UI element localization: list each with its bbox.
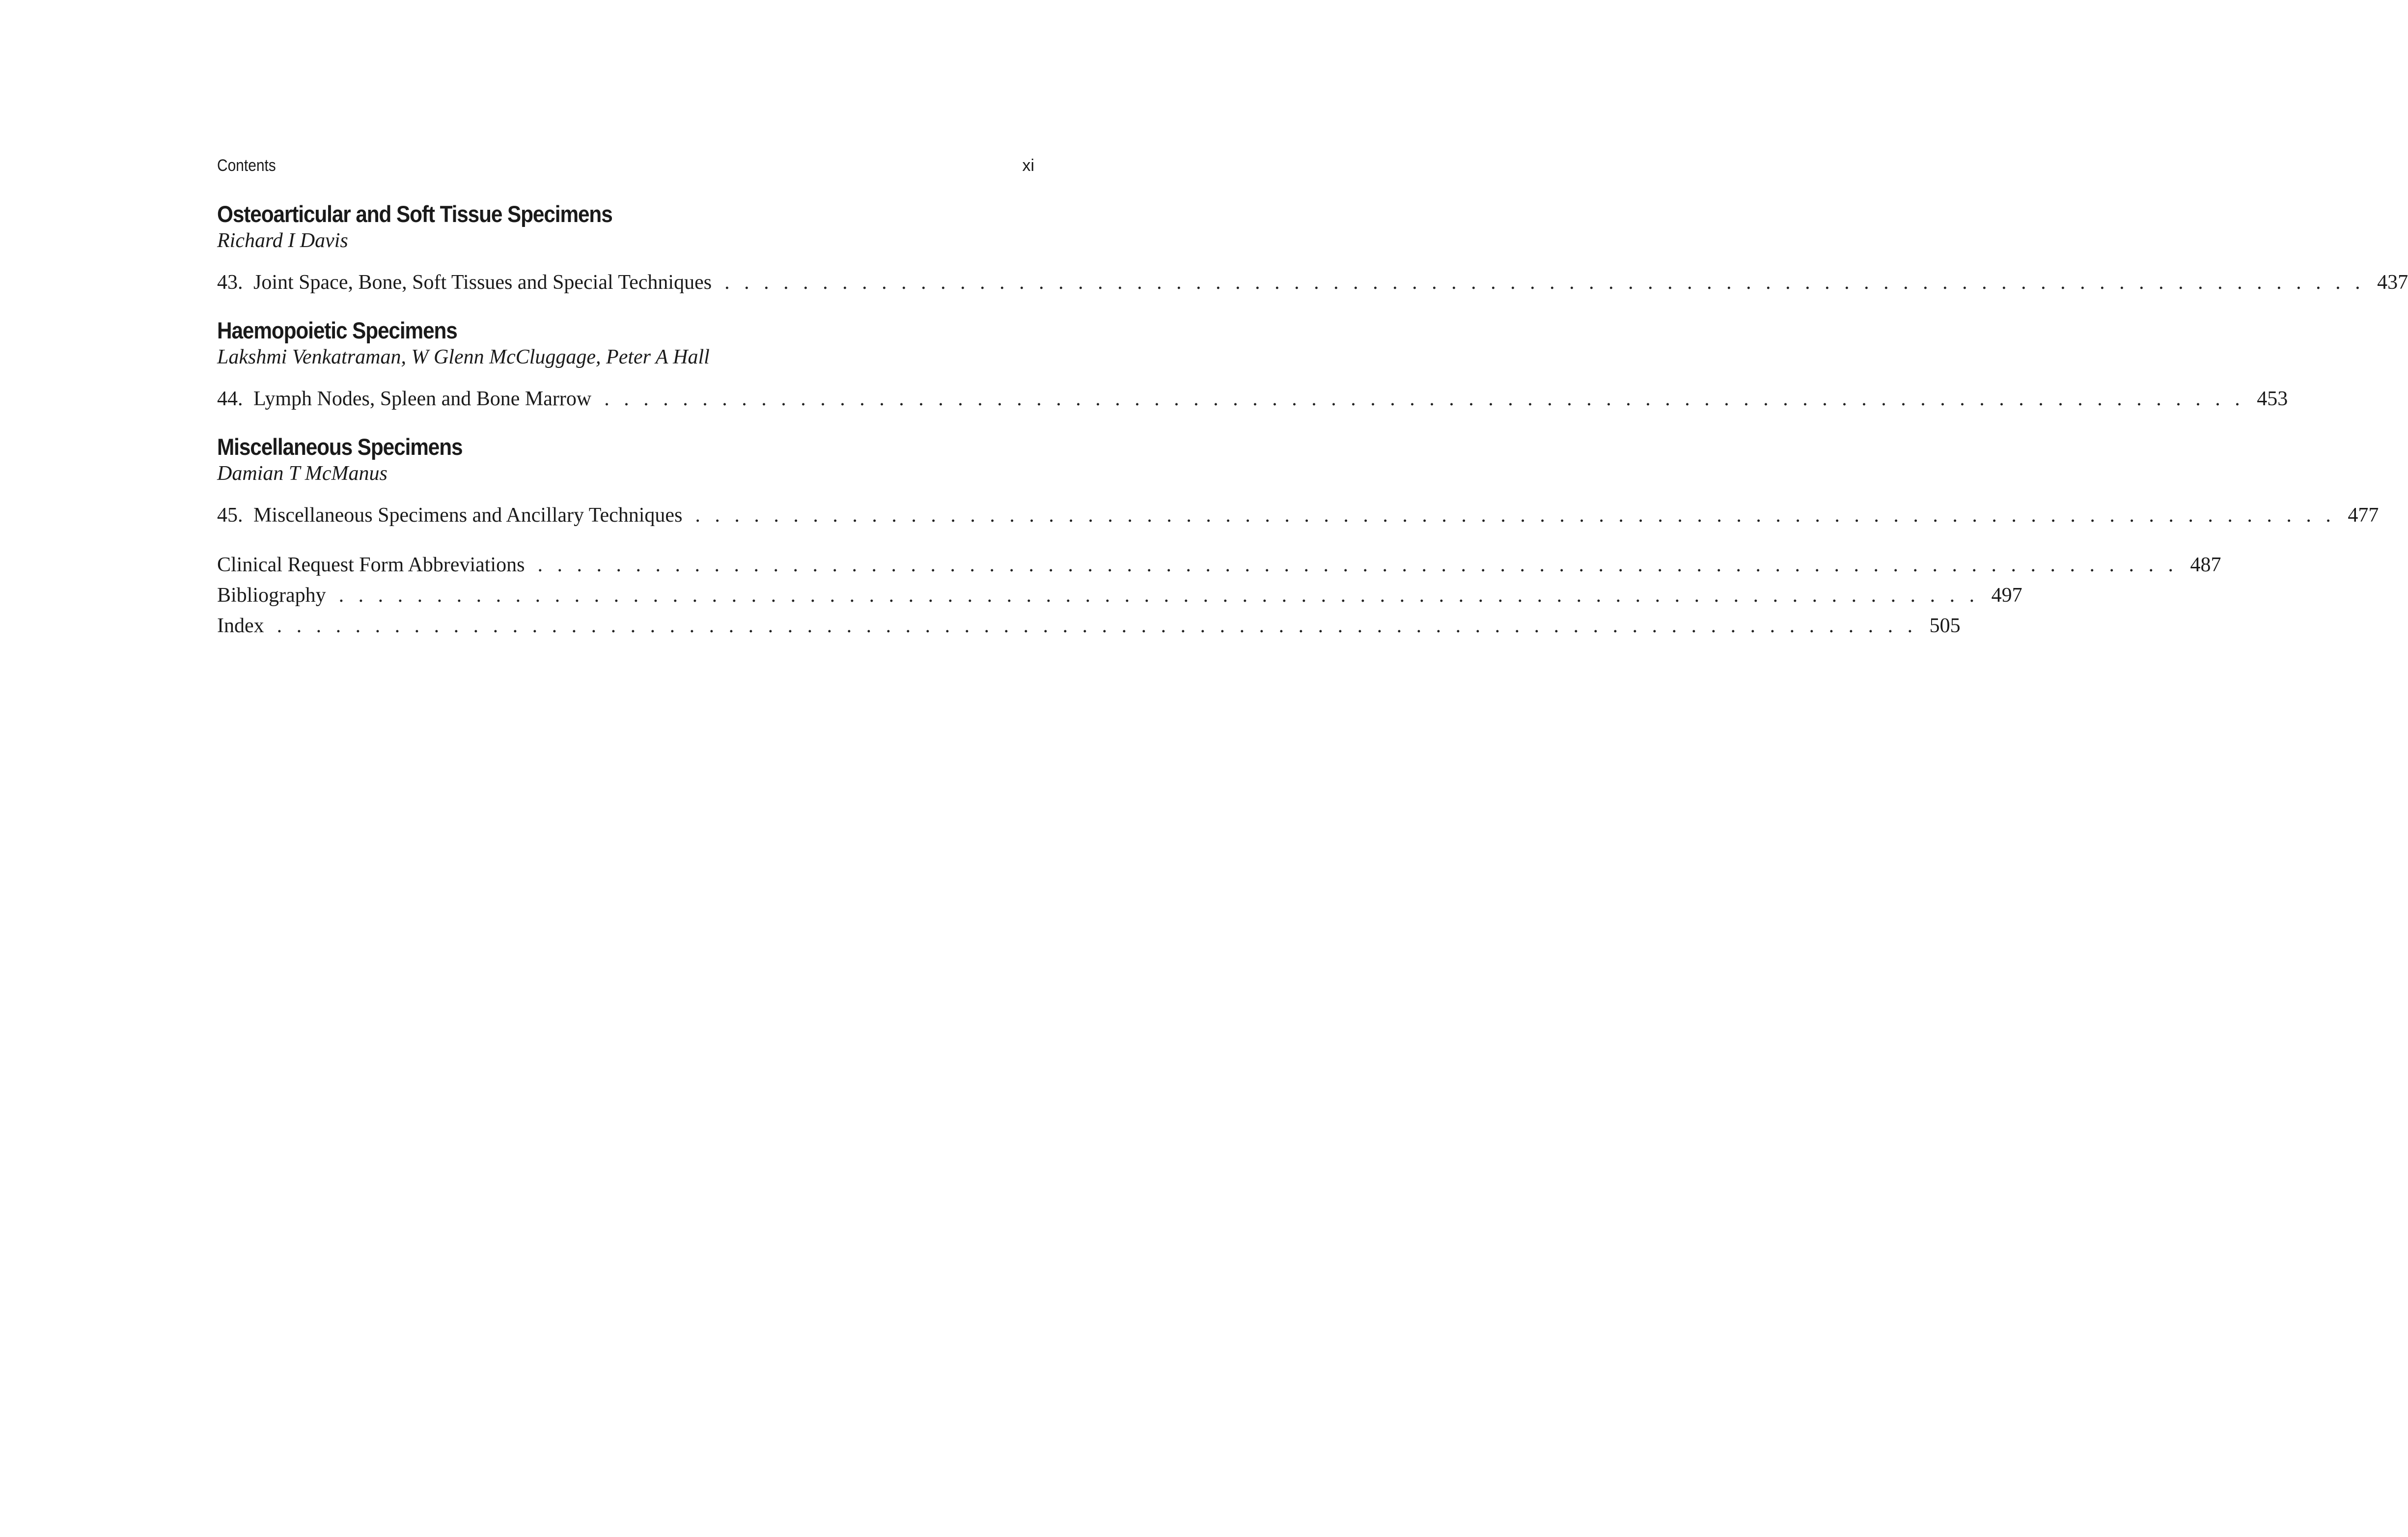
dot-leader: . . . . . . . . . . . . . . . . . . . . . . . . . . . . . . . . . . . . . . . . . . . . . . . . . . . . . . . . . . . . . . . . . . . . . . . . . . . . . . . . . . . . <box>695 504 2336 527</box>
section-authors: Lakshmi Venkatraman, W Glenn McCluggage, Peter A Hall <box>217 346 710 368</box>
section-title: Miscellaneous Specimens <box>217 434 463 460</box>
toc-entry-index[interactable] <box>217 614 1961 642</box>
page-number: 453 <box>2257 388 2288 410</box>
chapter-title: Miscellaneous Specimens and Ancillary Techniques <box>253 504 683 527</box>
section-title: Osteoarticular and Soft Tissue Specimens <box>217 201 612 227</box>
chapter-title: Joint Space, Bone, Soft Tissues and Special Techniques <box>253 271 712 294</box>
chapter-title: Lymph Nodes, Spleen and Bone Marrow <box>253 388 592 410</box>
running-head <box>217 156 935 181</box>
page-folio: xi <box>1022 156 1034 175</box>
toc-entry-chapter-43[interactable] <box>217 271 2408 298</box>
page-number: 497 <box>1991 584 2022 607</box>
toc-section-miscellaneous <box>217 433 1032 486</box>
dot-leader: . . . . . . . . . . . . . . . . . . . . . . . . . . . . . . . . . . . . . . . . . . . . . . . . . . . . . . . . . . . . . . . . . . . . . . . . . . . . . . . . . . . . <box>277 615 1917 637</box>
page-number: 477 <box>2348 504 2379 527</box>
dot-leader: . . . . . . . . . . . . . . . . . . . . . . . . . . . . . . . . . . . . . . . . . . . . . . . . . . . . . . . . . . . . . . . . . . . . . . . . . . . . . . . . . . . . <box>604 388 2245 410</box>
toc-entry-chapter-45[interactable] <box>217 503 2379 531</box>
section-title: Haemopoietic Specimens <box>217 317 457 343</box>
page-number: 505 <box>1929 615 1961 637</box>
page-number: 437 <box>2377 271 2408 294</box>
toc-entry-chapter-44[interactable] <box>217 387 2288 415</box>
toc-entry-abbreviations[interactable] <box>217 553 2221 581</box>
dot-leader: . . . . . . . . . . . . . . . . . . . . . . . . . . . . . . . . . . . . . . . . . . . . . . . . . . . . . . . . . . . . . . . . . . . . . . . . . . . . . . . . . . . . <box>338 584 1979 607</box>
page-number: 487 <box>2190 554 2221 576</box>
entry-title: Index <box>217 615 264 637</box>
running-title: Contents <box>217 156 276 175</box>
section-authors: Richard I Davis <box>217 229 348 252</box>
toc-section-haemopoietic <box>217 317 1032 370</box>
toc-section-osteoarticular <box>217 200 1032 253</box>
dot-leader: . . . . . . . . . . . . . . . . . . . . . . . . . . . . . . . . . . . . . . . . . . . . . . . . . . . . . . . . . . . . . . . . . . . . . . . . . . . . . . . . . . . . <box>724 271 2365 294</box>
section-authors: Damian T McManus <box>217 462 387 485</box>
toc-entry-bibliography[interactable] <box>217 584 2022 611</box>
chapter-number: 43. <box>217 271 243 294</box>
chapter-number: 44. <box>217 388 243 410</box>
dot-leader: . . . . . . . . . . . . . . . . . . . . . . . . . . . . . . . . . . . . . . . . . . . . . . . . . . . . . . . . . . . . . . . . . . . . . . . . . . . . . . . . . . . . <box>537 554 2178 576</box>
chapter-number: 45. <box>217 504 243 527</box>
entry-title: Clinical Request Form Abbreviations <box>217 554 525 576</box>
entry-title: Bibliography <box>217 584 326 607</box>
